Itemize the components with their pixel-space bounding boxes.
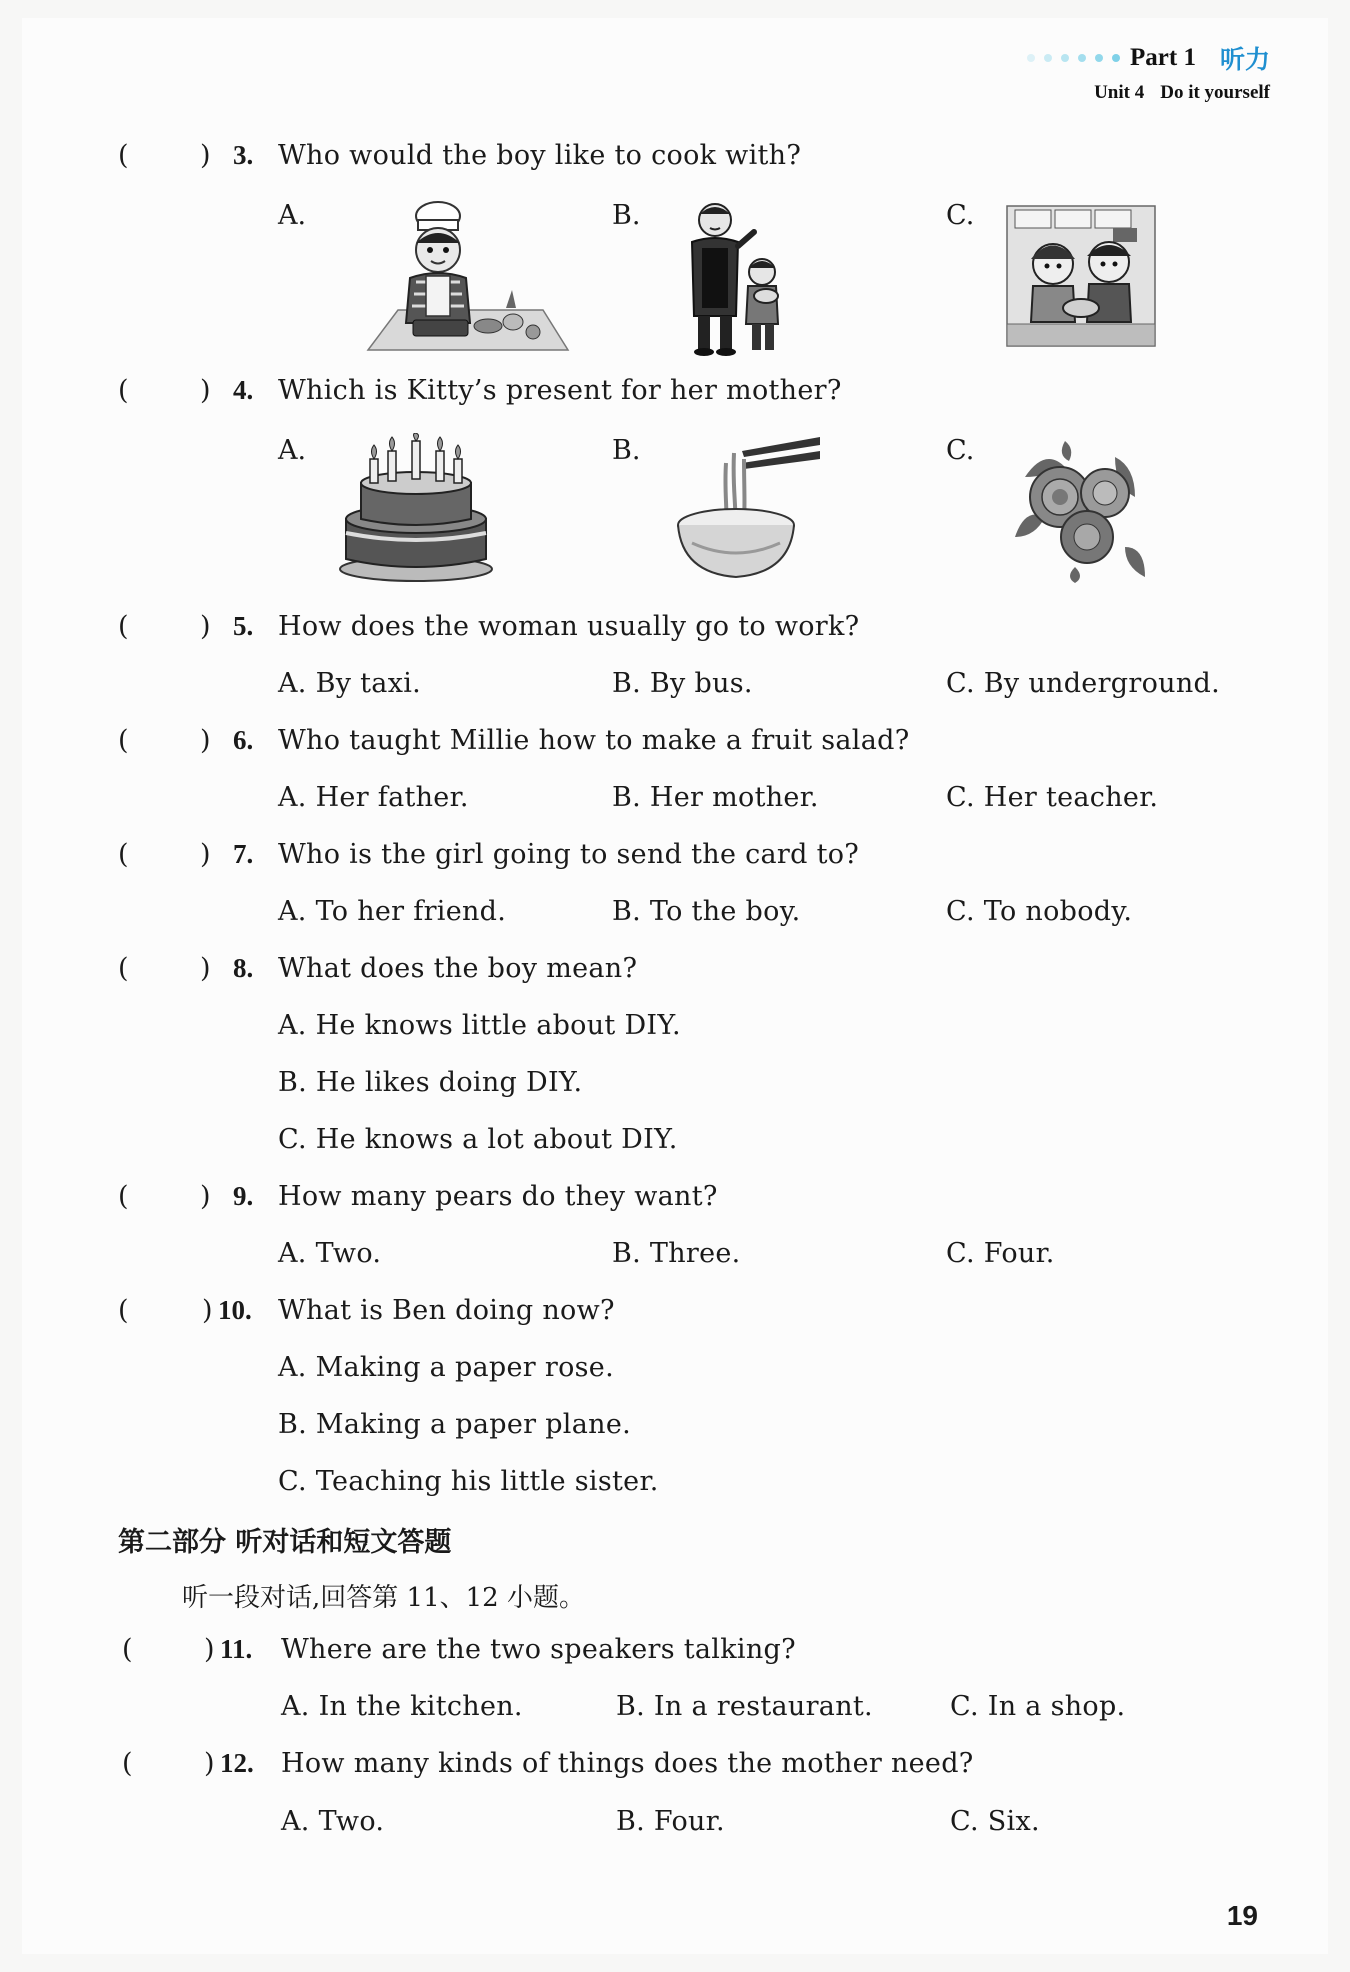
question-7-options [0, 896, 1350, 936]
option-b[interactable]: B. Three. [612, 1238, 741, 1269]
question-number: 8. [233, 953, 254, 983]
question-text: How many pears do they want? [278, 1181, 718, 1212]
question-text: How does the woman usually go to work? [278, 611, 860, 642]
noodles-bowl-picture[interactable] [672, 433, 822, 583]
question-4-image-options [0, 433, 1350, 593]
boy-cooking-alone-picture[interactable] [338, 198, 573, 358]
question-9-options [0, 1238, 1350, 1278]
answer-bracket-left[interactable]: ( [118, 611, 129, 642]
option-c[interactable]: C. He knows a lot about DIY. [278, 1124, 678, 1155]
option-a[interactable]: A. In the kitchen. [281, 1691, 523, 1722]
option-a[interactable]: A. Her father. [278, 782, 469, 813]
answer-bracket-left[interactable]: ( [122, 1748, 133, 1779]
option-b[interactable]: B. Four. [616, 1806, 725, 1837]
question-6-options [0, 782, 1350, 822]
option-b[interactable]: B. He likes doing DIY. [278, 1067, 583, 1098]
option-a[interactable]: A. Two. [278, 1238, 382, 1269]
page-number: 19 [1226, 1900, 1258, 1931]
answer-bracket-right[interactable]: ) [200, 725, 211, 756]
question-4 [0, 375, 1350, 415]
option-c[interactable]: C. By underground. [946, 668, 1220, 699]
question-3-image-options [0, 198, 1350, 358]
unit-line [1027, 82, 1270, 104]
answer-bracket-left[interactable]: ( [118, 725, 129, 756]
question-10-option-a-row [0, 1352, 1350, 1392]
question-10-option-c-row [0, 1466, 1350, 1506]
father-and-son-cooking-picture[interactable] [670, 198, 795, 358]
question-text: Who is the girl going to send the card to? [278, 839, 860, 870]
option-c[interactable]: C. In a shop. [950, 1691, 1126, 1722]
option-a[interactable]: A. Two. [281, 1806, 385, 1837]
answer-bracket-right[interactable]: ) [204, 1634, 215, 1665]
question-number: 5. [233, 611, 254, 641]
decorative-dots [1027, 54, 1120, 62]
question-number: 4. [233, 375, 254, 405]
option-b[interactable]: B. Making a paper plane. [278, 1409, 631, 1440]
question-number: 6. [233, 725, 254, 755]
option-b[interactable]: B. By bus. [612, 668, 753, 699]
option-c[interactable]: C. Four. [946, 1238, 1055, 1269]
question-10-option-b-row [0, 1409, 1350, 1449]
question-number: 9. [233, 1181, 254, 1211]
question-text: Which is Kitty’s present for her mother? [278, 375, 842, 406]
question-number: 3. [233, 140, 254, 170]
option-c[interactable]: C. Her teacher. [946, 782, 1159, 813]
question-12 [0, 1748, 1350, 1788]
flowers-picture[interactable] [1005, 437, 1155, 583]
question-number: 12. [220, 1748, 254, 1778]
question-8-option-b-row [0, 1067, 1350, 1107]
question-text: Where are the two speakers talking? [281, 1634, 796, 1665]
answer-bracket-left[interactable]: ( [122, 1634, 133, 1665]
question-7 [0, 839, 1350, 879]
option-b-label[interactable]: B. [612, 435, 641, 466]
option-c-label[interactable]: C. [946, 200, 975, 231]
option-a-label[interactable]: A. [278, 435, 307, 466]
option-c[interactable]: C. Six. [950, 1806, 1040, 1837]
question-3 [0, 140, 1350, 180]
answer-bracket-right[interactable]: ) [200, 375, 211, 406]
answer-bracket-left[interactable]: ( [118, 839, 129, 870]
question-12-options [0, 1806, 1350, 1846]
answer-bracket-right[interactable]: ) [200, 1181, 211, 1212]
answer-bracket-left[interactable]: ( [118, 140, 129, 171]
question-text: What does the boy mean? [278, 953, 638, 984]
answer-bracket-left[interactable]: ( [118, 1181, 129, 1212]
option-b[interactable]: B. To the boy. [612, 896, 801, 927]
section-2-title: 第二部分 听对话和短文答题 [118, 1527, 452, 1558]
question-text: What is Ben doing now? [278, 1295, 615, 1326]
answer-bracket-right[interactable]: ) [200, 953, 211, 984]
option-b-label[interactable]: B. [612, 200, 641, 231]
question-number: 11. [220, 1634, 253, 1664]
unit-label: Unit 4 [1094, 82, 1145, 103]
question-11 [0, 1634, 1350, 1674]
question-text: How many kinds of things does the mother need? [281, 1748, 974, 1779]
option-a[interactable]: A. To her friend. [278, 896, 507, 927]
option-a[interactable]: A. By taxi. [278, 668, 422, 699]
option-a[interactable]: A. Making a paper rose. [278, 1352, 614, 1383]
question-text: Who would the boy like to cook with? [278, 140, 802, 171]
option-c-label[interactable]: C. [946, 435, 975, 466]
answer-bracket-right[interactable]: ) [200, 611, 211, 642]
answer-bracket-right[interactable]: ) [204, 1748, 215, 1779]
part-label: Part 1 [1130, 44, 1196, 71]
answer-bracket-right[interactable]: ) [200, 140, 211, 171]
part-cn-label: 听力 [1219, 45, 1270, 74]
option-c[interactable]: C. To nobody. [946, 896, 1133, 927]
option-a-label[interactable]: A. [278, 200, 307, 231]
question-number: 7. [233, 839, 254, 869]
option-c[interactable]: C. Teaching his little sister. [278, 1466, 659, 1497]
question-8-option-a-row [0, 1010, 1350, 1050]
question-5-options [0, 668, 1350, 708]
answer-bracket-left[interactable]: ( [118, 1295, 129, 1326]
option-a[interactable]: A. He knows little about DIY. [278, 1010, 681, 1041]
question-5 [0, 611, 1350, 651]
question-10 [0, 1295, 1350, 1335]
question-11-options [0, 1691, 1350, 1731]
answer-bracket-left[interactable]: ( [118, 375, 129, 406]
unit-title: Do it yourself [1160, 82, 1270, 103]
question-8 [0, 953, 1350, 993]
birthday-cake-picture[interactable] [336, 433, 496, 583]
question-number: 10. [218, 1295, 252, 1325]
question-8-option-c-row [0, 1124, 1350, 1164]
question-6 [0, 725, 1350, 765]
question-text: Who taught Millie how to make a fruit salad? [278, 725, 910, 756]
answer-bracket-left[interactable]: ( [118, 953, 129, 984]
boy-and-girl-cooking-picture[interactable] [1005, 204, 1157, 348]
section-2-instruction: 听一段对话,回答第 11、12 小题。 [182, 1583, 585, 1613]
question-9 [0, 1181, 1350, 1221]
answer-bracket-right[interactable]: ) [200, 839, 211, 870]
option-b[interactable]: B. In a restaurant. [616, 1691, 873, 1722]
option-b[interactable]: B. Her mother. [612, 782, 819, 813]
running-header [1027, 40, 1270, 104]
answer-bracket-right[interactable]: ) [202, 1295, 213, 1326]
